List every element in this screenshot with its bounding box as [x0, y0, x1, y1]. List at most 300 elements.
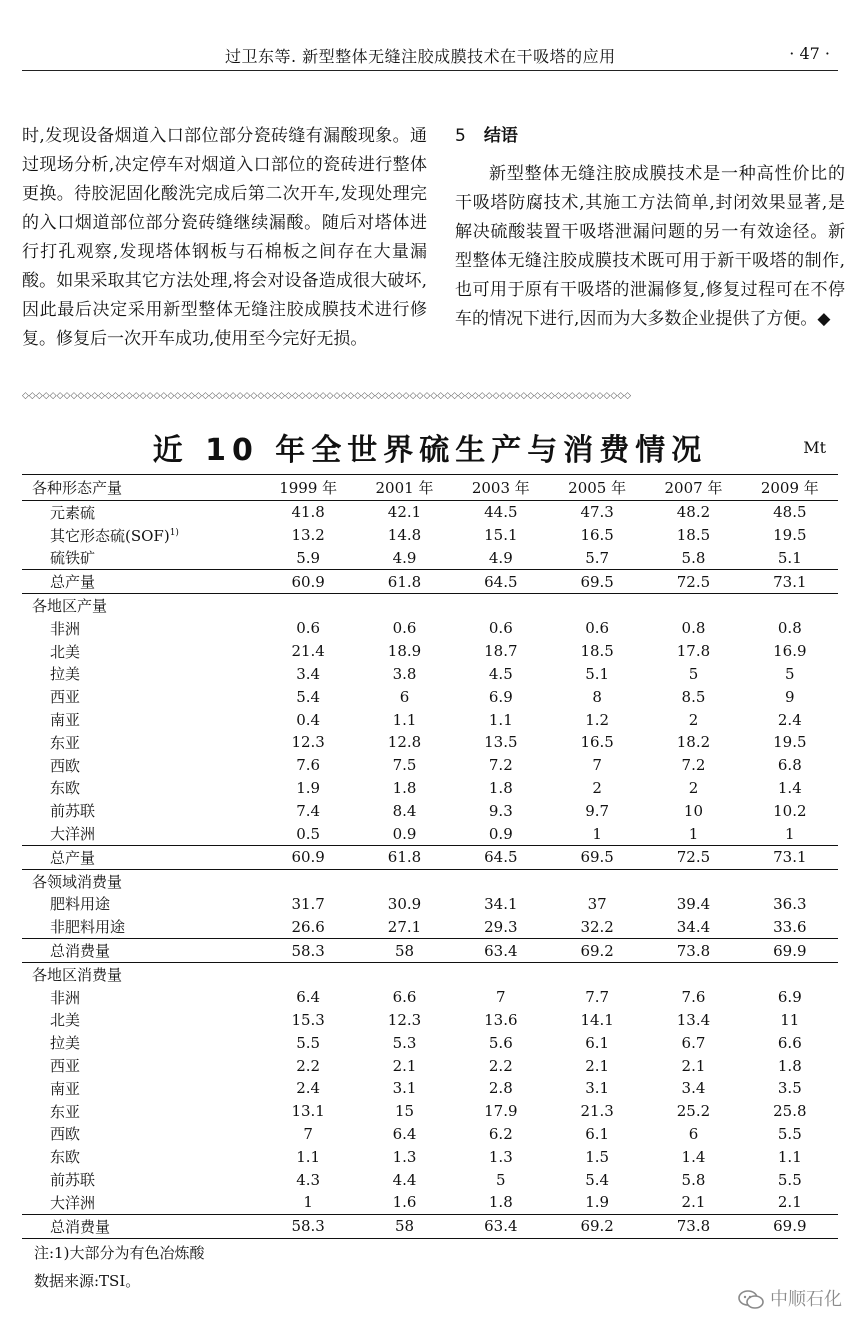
- table-cell: 5.3: [392, 1033, 417, 1052]
- table-cell: 1.3: [488, 1147, 513, 1166]
- table-cell: 64.5: [453, 845, 549, 869]
- table-cell: 14.8: [387, 526, 422, 545]
- page-header: [0, 40, 860, 70]
- row-label: [22, 754, 260, 777]
- table-cell: 69.9: [742, 939, 838, 963]
- left-paragraph: 时,发现设备烟道入口部位部分瓷砖缝有漏酸现象。通过现场分析,决定停车对烟道入口部位的瓷砖进行整体更换。待胶泥固化酸洗完成后第二次开车,发现处理完的入口烟道部位部分瓷砖缝继续漏酸。随后对塔体进行打孔观察,发现塔体钢板与石棉板之间存在大量漏酸。如果采取其它方法处理,将会对设备造成很大破坏,因此最后决定采用新型整体无缝注胶成膜技术进行修复。修复后一次开车成功,使用至今完好无损。: [22, 126, 427, 349]
- table-cell: 5: [785, 664, 795, 683]
- row-label-text: 其它形态硫(SOF): [50, 526, 170, 545]
- table-cell: 2.4: [777, 710, 802, 729]
- row-label: [22, 501, 260, 524]
- table-cell: 69.2: [549, 1214, 645, 1238]
- table-cell: 27.1: [387, 917, 422, 936]
- table-cell: 39.4: [676, 894, 711, 913]
- table-row: [22, 570, 838, 594]
- table-cell: [260, 594, 356, 617]
- right-column: [455, 122, 845, 334]
- table-cell: 15.1: [484, 526, 518, 545]
- table-row: [22, 869, 838, 892]
- table-row: [22, 1009, 838, 1032]
- table-cell: 8.5: [681, 687, 706, 706]
- table-row: [22, 1123, 838, 1146]
- table-cell: [549, 594, 645, 617]
- table-cell: 5.7: [585, 548, 610, 567]
- table-cell: 4.3: [296, 1170, 321, 1189]
- table-cell: 6.6: [777, 1033, 802, 1052]
- table-row: [22, 685, 838, 708]
- table-cell: 1.1: [488, 710, 513, 729]
- table-cell: 18.9: [387, 642, 422, 661]
- table-cell: 2.2: [296, 1056, 321, 1075]
- table-cell: 34.1: [484, 894, 518, 913]
- table-cell: 18.5: [580, 642, 614, 661]
- table-cell: 0.5: [296, 824, 321, 843]
- table-row: [22, 708, 838, 731]
- table-row: [22, 986, 838, 1009]
- table-cell: 1.4: [777, 778, 802, 797]
- table-footnote: 注:1)大部分为有色冶炼酸: [34, 1244, 205, 1262]
- table-cell: 2.1: [777, 1193, 802, 1212]
- year-header: 2001 年: [356, 475, 452, 501]
- page-number: · 47 ·: [789, 44, 830, 63]
- table-cell: 60.9: [260, 845, 356, 869]
- table-cell: 1: [303, 1193, 313, 1212]
- row-label: [22, 915, 260, 938]
- row-label: [22, 1031, 260, 1054]
- table-cell: 5.5: [296, 1033, 321, 1052]
- table-cell: 37: [587, 894, 607, 913]
- row-label-text: 东欧: [50, 779, 81, 798]
- table-cell: 3.1: [392, 1079, 417, 1098]
- table-cell: 1.8: [392, 778, 417, 797]
- table-cell: 6.6: [392, 988, 417, 1007]
- sulfur-table: [22, 474, 838, 1239]
- table-cell: 6.7: [681, 1033, 706, 1052]
- row-label-text: 肥料用途: [50, 895, 111, 914]
- row-label: [22, 939, 260, 963]
- table-cell: 48.5: [773, 503, 807, 522]
- table-cell: 25.8: [773, 1102, 807, 1121]
- row-label-text: 西亚: [50, 1057, 81, 1076]
- row-label: [22, 986, 260, 1009]
- row-label-text: 东亚: [50, 1102, 81, 1121]
- table-cell: 5.4: [296, 687, 321, 706]
- table-cell: 63.4: [453, 1214, 549, 1238]
- table-cell: 17.8: [676, 642, 711, 661]
- row-label: [22, 617, 260, 640]
- running-title: 过卫东等. 新型整体无缝注胶成膜技术在干吸塔的应用: [225, 47, 616, 66]
- table-row: [22, 731, 838, 754]
- table-cell: 61.8: [356, 845, 452, 869]
- table-cell: [549, 962, 645, 985]
- table-cell: 73.1: [742, 570, 838, 594]
- row-label: [22, 1168, 260, 1191]
- row-label: [22, 547, 260, 570]
- table-cell: [356, 594, 452, 617]
- table-cell: 4.9: [488, 548, 513, 567]
- table-cell: 58.3: [260, 939, 356, 963]
- table-cell: 64.5: [453, 570, 549, 594]
- table-row: [22, 754, 838, 777]
- watermark: [738, 1285, 842, 1311]
- row-label-text: 硫铁矿: [50, 549, 96, 568]
- table-cell: 33.6: [773, 917, 807, 936]
- table-cell: [645, 869, 741, 892]
- table-cell: [260, 962, 356, 985]
- table-cell: 11: [780, 1010, 800, 1029]
- table-cell: 5: [496, 1170, 506, 1189]
- table-header-row: [22, 475, 838, 501]
- table-cell: 21.3: [580, 1102, 614, 1121]
- row-label-text: 各地区消费量: [32, 965, 123, 984]
- row-label: [22, 708, 260, 731]
- table-cell: 73.1: [742, 845, 838, 869]
- table-title: 近 10 年全世界硫生产与消费情况: [152, 433, 708, 468]
- table-cell: 13.2: [291, 526, 325, 545]
- row-label: [22, 663, 260, 686]
- table-cell: 69.5: [549, 845, 645, 869]
- table-cell: 2.1: [681, 1056, 706, 1075]
- year-header: 2007 年: [645, 475, 741, 501]
- row-label-text: 西欧: [50, 756, 81, 775]
- row-label: [22, 640, 260, 663]
- table-cell: 5.9: [296, 548, 321, 567]
- table-cell: 9.7: [585, 801, 610, 820]
- table-cell: 2: [688, 710, 699, 729]
- row-label-text: 北美: [50, 642, 81, 661]
- table-cell: 15: [394, 1102, 415, 1121]
- row-label: [22, 524, 260, 547]
- table-cell: [356, 869, 452, 892]
- table-cell: 18.5: [676, 526, 711, 545]
- table-cell: 7.4: [296, 801, 321, 820]
- row-label: [22, 777, 260, 800]
- table-cell: 4.4: [392, 1170, 417, 1189]
- table-cell: 1.6: [392, 1193, 417, 1212]
- table-cell: 5.4: [585, 1170, 610, 1189]
- table-cell: 4.9: [392, 548, 417, 567]
- table-cell: 1.9: [585, 1193, 610, 1212]
- table-cell: 14.1: [580, 1010, 614, 1029]
- row-label: [22, 1191, 260, 1214]
- row-label-text: 非肥料用途: [50, 918, 126, 937]
- row-label-text: 前苏联: [50, 802, 96, 821]
- table-cell: 3.8: [392, 664, 417, 683]
- footnote-marker: 1): [169, 527, 179, 538]
- table-cell: 19.5: [773, 733, 807, 752]
- section-number: 5: [455, 126, 466, 146]
- table-cell: 73.8: [645, 939, 741, 963]
- table-cell: 1: [592, 824, 602, 843]
- table-cell: 6.9: [777, 988, 802, 1007]
- table-cell: 9.3: [488, 801, 513, 820]
- table-cell: 0.6: [392, 619, 417, 638]
- table-cell: 1.2: [585, 710, 610, 729]
- table-cell: 17.9: [484, 1102, 518, 1121]
- table-cell: 7.2: [681, 756, 706, 775]
- table-cell: 2.1: [392, 1056, 417, 1075]
- table-cell: 1.1: [296, 1147, 321, 1166]
- table-cell: 58: [356, 1214, 452, 1238]
- table-row: [22, 822, 838, 845]
- row-label-text: 南亚: [50, 1079, 81, 1098]
- watermark-text: 中顺石化: [770, 1289, 842, 1310]
- row-label: [22, 1054, 260, 1077]
- table-cell: 7.7: [585, 988, 610, 1007]
- table-cell: 2.1: [681, 1193, 706, 1212]
- table-cell: 1.3: [392, 1147, 417, 1166]
- table-cell: 0.8: [777, 619, 802, 638]
- table-cell: 16.5: [580, 733, 614, 752]
- table-cell: 6: [688, 1124, 699, 1143]
- row-label: [22, 570, 260, 594]
- table-cell: [356, 962, 452, 985]
- table-row: [22, 799, 838, 822]
- table-cell: 36.3: [773, 894, 807, 913]
- row-label-text: 元素硫: [50, 503, 96, 522]
- table-cell: [645, 594, 741, 617]
- table-cell: 32.2: [580, 917, 614, 936]
- table-cell: 3.4: [681, 1079, 706, 1098]
- table-cell: 9: [785, 687, 795, 706]
- table-cell: 42.1: [387, 503, 422, 522]
- section-title: 结语: [483, 126, 518, 146]
- table-cell: 58: [356, 939, 452, 963]
- table-row: [22, 1145, 838, 1168]
- table-cell: 21.4: [291, 642, 325, 661]
- row-label-text: 非洲: [50, 619, 81, 638]
- table-cell: 6.4: [296, 988, 321, 1007]
- row-label: [22, 1123, 260, 1146]
- table-cell: 73.8: [645, 1214, 741, 1238]
- table-cell: 47.3: [580, 503, 614, 522]
- row-label: [22, 893, 260, 916]
- table-cell: 13.4: [676, 1010, 711, 1029]
- table-cell: 2: [592, 778, 602, 797]
- table-cell: [453, 962, 549, 985]
- row-label: [22, 685, 260, 708]
- table-cell: 16.9: [773, 642, 807, 661]
- table-cell: 2.4: [296, 1079, 321, 1098]
- row-label: [22, 731, 260, 754]
- table-cell: 5.8: [681, 548, 706, 567]
- header-rule: [22, 70, 838, 71]
- table-cell: 1.8: [488, 778, 513, 797]
- table-row: [22, 1191, 838, 1214]
- table-row: [22, 663, 838, 686]
- table-cell: 18.7: [484, 642, 518, 661]
- table-cell: 58.3: [260, 1214, 356, 1238]
- row-label-text: 东亚: [50, 733, 81, 752]
- table-cell: 8.4: [392, 801, 417, 820]
- table-cell: 0.9: [392, 824, 417, 843]
- table-cell: 7.5: [392, 756, 417, 775]
- table-cell: 48.2: [676, 503, 711, 522]
- table-cell: [453, 594, 549, 617]
- table-cell: 1: [688, 824, 699, 843]
- header-label: 各种形态产量: [22, 475, 260, 501]
- table-cell: 60.9: [260, 570, 356, 594]
- table-cell: 0.6: [585, 619, 610, 638]
- table-row: [22, 1054, 838, 1077]
- table-row: [22, 939, 838, 963]
- table-cell: [260, 869, 356, 892]
- table-cell: 0.4: [296, 710, 321, 729]
- table-cell: 12.8: [387, 733, 422, 752]
- table-cell: 0.9: [488, 824, 513, 843]
- table-cell: 10: [683, 801, 704, 820]
- table-cell: 2.2: [488, 1056, 513, 1075]
- row-label: [22, 822, 260, 845]
- year-header: 2003 年: [453, 475, 549, 501]
- table-row: [22, 1031, 838, 1054]
- table-cell: 1.4: [681, 1147, 706, 1166]
- table-cell: 5.6: [488, 1033, 513, 1052]
- row-label: [22, 799, 260, 822]
- table-row: [22, 777, 838, 800]
- table-cell: 2.1: [585, 1056, 610, 1075]
- table-row: [22, 915, 838, 938]
- table-cell: 0.8: [681, 619, 706, 638]
- table-cell: 1: [785, 824, 795, 843]
- table-cell: 61.8: [356, 570, 452, 594]
- table-cell: 72.5: [645, 570, 741, 594]
- table-cell: 10.2: [773, 801, 807, 820]
- year-header: 2005 年: [549, 475, 645, 501]
- row-label: [22, 1100, 260, 1123]
- table-row: [22, 1168, 838, 1191]
- table-cell: 5.5: [777, 1170, 802, 1189]
- table-cell: 6.1: [585, 1124, 610, 1143]
- table-cell: 7: [303, 1124, 313, 1143]
- table-cell: 7: [496, 988, 506, 1007]
- year-header: 2009 年: [742, 475, 838, 501]
- row-label: [22, 869, 260, 892]
- table-row: [22, 1100, 838, 1123]
- table-cell: 5: [688, 664, 699, 683]
- table-cell: 41.8: [291, 503, 325, 522]
- table-cell: 0.6: [296, 619, 321, 638]
- table-cell: 30.9: [387, 894, 422, 913]
- table-cell: 12.3: [291, 733, 325, 752]
- row-label-text: 各领域消费量: [32, 872, 123, 891]
- table-body: [22, 501, 838, 1239]
- table-cell: 4.5: [488, 664, 513, 683]
- row-label-text: 前苏联: [50, 1171, 96, 1189]
- table-row: [22, 524, 838, 547]
- table-cell: 2.8: [488, 1079, 513, 1098]
- table-cell: 5.1: [777, 548, 802, 567]
- table-cell: 1.1: [777, 1147, 802, 1166]
- table-cell: 6: [399, 687, 410, 706]
- table-cell: 6.9: [488, 687, 513, 706]
- table-cell: 1.9: [296, 778, 321, 797]
- table-cell: [549, 869, 645, 892]
- table-cell: 7.2: [488, 756, 513, 775]
- table-cell: 5.5: [777, 1124, 802, 1143]
- row-label: [22, 1214, 260, 1238]
- data-source: 数据来源:TSI。: [34, 1272, 141, 1290]
- table-cell: 72.5: [645, 845, 741, 869]
- table-cell: 69.2: [549, 939, 645, 963]
- row-label-text: 各地区产量: [32, 597, 108, 616]
- table-cell: 26.6: [291, 917, 325, 936]
- table-cell: [453, 869, 549, 892]
- row-label-text: 西亚: [50, 688, 81, 707]
- table-cell: 29.3: [484, 917, 518, 936]
- table-row: [22, 845, 838, 869]
- table-row: [22, 1214, 838, 1238]
- row-label-text: 总产量: [50, 573, 96, 592]
- table-cell: 13.5: [484, 733, 518, 752]
- table-cell: 15.3: [291, 1010, 325, 1029]
- table-row: [22, 547, 838, 570]
- table-row: [22, 962, 838, 985]
- table-cell: 2: [688, 778, 699, 797]
- table-cell: 13.1: [291, 1102, 325, 1121]
- row-label-text: 大洋洲: [50, 825, 96, 844]
- table-cell: 7: [592, 756, 602, 775]
- row-label-text: 拉美: [50, 665, 81, 684]
- year-header: 1999 年: [260, 475, 356, 501]
- row-label: [22, 594, 260, 617]
- conclusion-paragraph: 新型整体无缝注胶成膜技术是一种高性价比的干吸塔防腐技术,其施工方法简单,封闭效果显著,是解决硫酸装置干吸塔泄漏问题的另一有效途径。新型整体无缝注胶成膜技术既可用于新干吸塔的制作,也可用于原有干吸塔的泄漏修复,修复过程可在不停车的情况下进行,因而为大多数企业提供了方便。◆: [455, 164, 845, 329]
- row-label-text: 西欧: [50, 1125, 81, 1144]
- table-cell: 8: [592, 687, 602, 706]
- decorative-divider: ◇◇◇◇◇◇◇◇◇◇◇◇◇◇◇◇◇◇◇◇◇◇◇◇◇◇◇◇◇◇◇◇◇◇◇◇◇◇◇◇◇◇◇◇◇◇◇◇◇◇◇◇◇◇◇◇◇◇◇◇◇◇◇◇◇◇◇◇◇◇◇◇◇◇◇◇◇◇◇◇◇◇◇◇◇◇◇◇: [22, 392, 632, 400]
- table-cell: [742, 869, 838, 892]
- row-label-text: 总产量: [50, 848, 96, 867]
- table-cell: [742, 594, 838, 617]
- table-row: [22, 640, 838, 663]
- table-cell: 25.2: [676, 1102, 711, 1121]
- table-cell: 3.1: [585, 1079, 610, 1098]
- table-cell: 69.9: [742, 1214, 838, 1238]
- row-label-text: 非洲: [50, 988, 81, 1007]
- table-cell: 1.1: [392, 710, 417, 729]
- table-cell: [645, 962, 741, 985]
- table-cell: 19.5: [773, 526, 807, 545]
- row-label-text: 拉美: [50, 1034, 81, 1053]
- table-cell: 18.2: [676, 733, 711, 752]
- table-cell: 7.6: [296, 756, 321, 775]
- table-cell: 1.5: [585, 1147, 610, 1166]
- table-unit: Mt: [803, 438, 826, 457]
- table-cell: 6.8: [777, 756, 802, 775]
- table-cell: 31.7: [291, 894, 325, 913]
- table-cell: 12.3: [387, 1010, 422, 1029]
- section-heading: [455, 122, 845, 151]
- table-cell: 0.6: [488, 619, 513, 638]
- table-row: [22, 893, 838, 916]
- table-cell: 3.5: [777, 1079, 802, 1098]
- table-row: [22, 594, 838, 617]
- table-cell: 34.4: [676, 917, 711, 936]
- table-cell: 44.5: [484, 503, 518, 522]
- table-cell: 7.6: [681, 988, 706, 1007]
- table-cell: 3.4: [296, 664, 321, 683]
- left-column: [22, 122, 427, 354]
- row-label: [22, 1077, 260, 1100]
- table-cell: 5.8: [681, 1170, 706, 1189]
- row-label: [22, 1145, 260, 1168]
- row-label-text: 北美: [50, 1011, 81, 1030]
- table-cell: 69.5: [549, 570, 645, 594]
- table-row: [22, 1077, 838, 1100]
- table-cell: 1.8: [777, 1056, 802, 1075]
- row-label-text: 南亚: [50, 711, 81, 730]
- row-label: [22, 1009, 260, 1032]
